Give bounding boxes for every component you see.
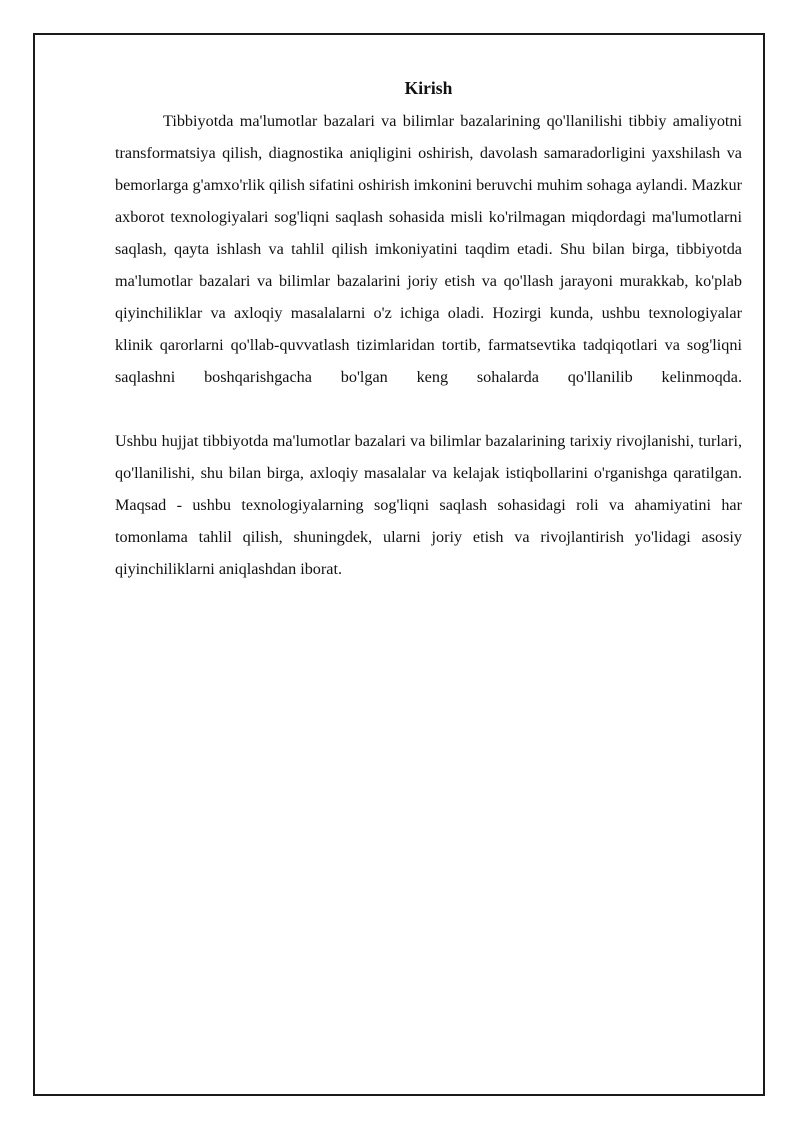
document-body (115, 76, 742, 585)
purpose-paragraph: Ushbu hujjat tibbiyotda ma'lumotlar bazalari va bilimlar bazalarining tarixiy rivojlanishi, turlari, qo'llanilishi, shu bilan birga, axloqiy masalalar va kelajak istiqbollarini o'rganishga qaratilgan. Maqsad - ushbu texnologiyalarning sog'liqni saqlash sohasidagi roli va ahamiyatini har tomonlama tahlil qilish, shuningdek, ularni joriy etish va rivojlantirish yo'lidagi asosiy qiyinchiliklarni aniqlashdan iborat. (115, 432, 742, 578)
intro-paragraph: Tibbiyotda ma'lumotlar bazalari va bilimlar bazalarining qo'llanilishi tibbiy amaliyotni transformatsiya qilish, diagnostika aniqligini oshirish, davolash samaradorligini yaxshilash va bemorlarga g'amxo'rlik qilish sifatini oshirish imkonini beruvchi muhim sohaga aylandi. Mazkur axborot texnologiyalari sog'liqni saqlash sohasida misli ko'rilmagan miqdordagi ma'lumotlarni saqlash, qayta ishlash va tahlil qilish imkoniyatini taqdim etadi. Shu bilan birga, tibbiyotda ma'lumotlar bazalari va bilimlar bazalarini joriy etish va qo'llash jarayoni murakkab, ko'plab qiyinchiliklar va axloqiy masalalarni o'z ichiga oladi. Hozirgi kunda, ushbu texnologiyalar klinik qarorlarni qo'llab-quvvatlash tizimlaridan tortib, farmatsevtika tadqiqotlari va sog'liqni saqlashni boshqarishgacha bo'lgan keng sohalarda qo'llanilib kelinmoqda. (115, 112, 742, 386)
document-title: Kirish (404, 78, 453, 98)
